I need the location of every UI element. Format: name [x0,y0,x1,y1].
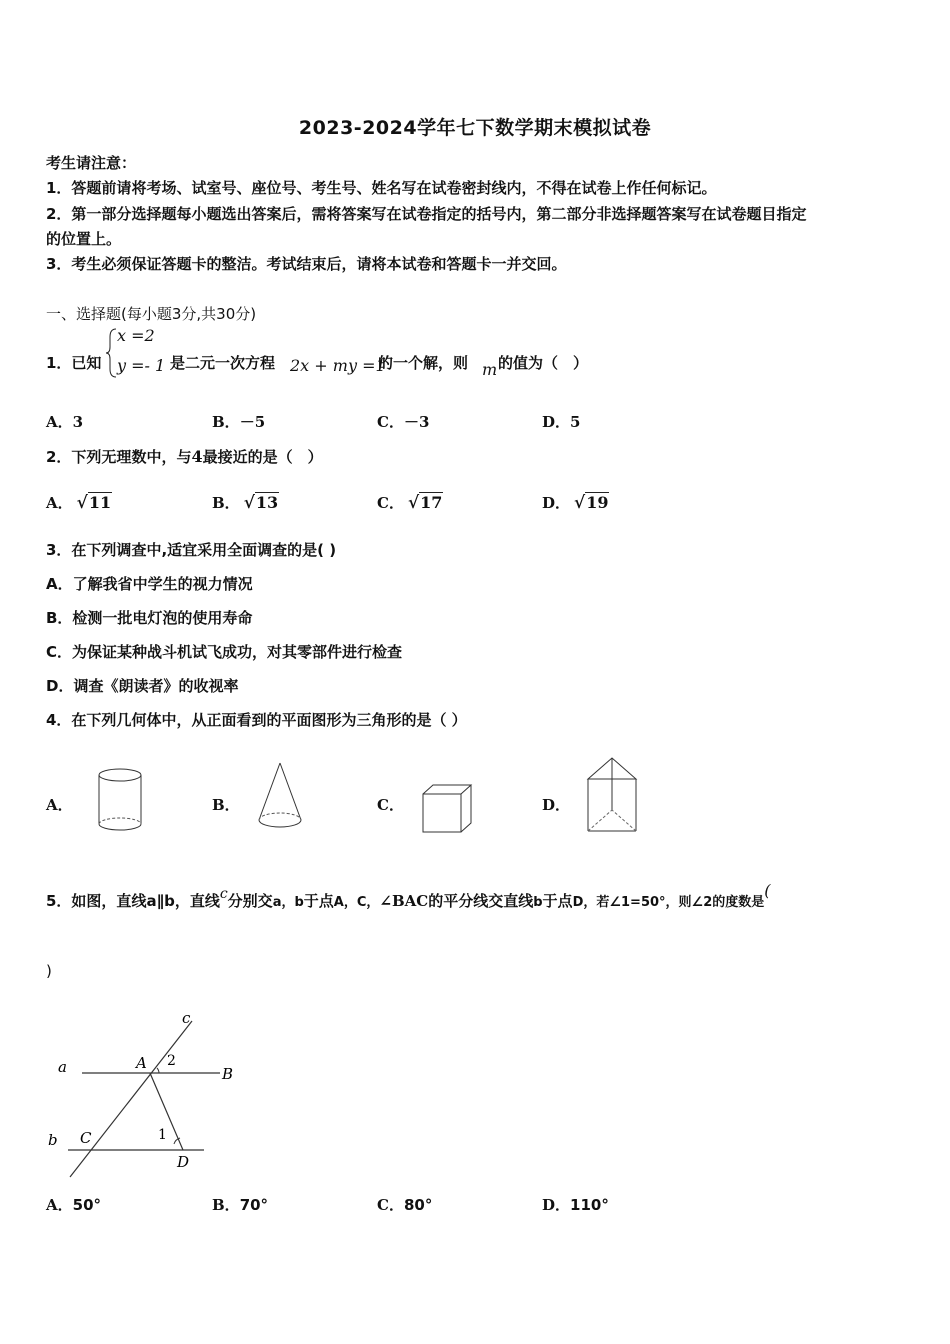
q4-label-b[interactable]: B． [212,796,240,814]
page-title: 2023-2024学年七下数学期末模拟试卷 [298,117,652,139]
q2-stem: 2．下列无理数中，与4最接近的是（ ） [46,447,323,466]
q5-option-c[interactable]: C．80° [377,1196,433,1214]
cube-figure[interactable] [420,782,474,836]
q4-label-d[interactable]: D． [542,796,571,814]
fig-label-c: c [182,1009,191,1027]
notice-item-1: 1．答题前请将考场、试室号、座位号、考生号、姓名写在试卷密封线内，不得在试卷上作任何标记。 [46,179,717,197]
q5-stem: 5．如图，直线a∥b，直线c分别交a，b于点A，C，∠BAC的平分线交直线b于点D，若∠1=50°，则∠2的度数是( [46,881,771,910]
q1-system-eq2: y =- 1 [117,356,166,375]
fig-label-b: b [48,1131,58,1149]
q3-option-a[interactable]: A．了解我省中学生的视力情况 [46,575,253,593]
q1-option-d[interactable]: D．5 [542,413,581,431]
q5-figure [40,1005,250,1180]
q4-label-a[interactable]: A． [46,796,73,814]
q3-option-b[interactable]: B．检测一批电灯泡的使用寿命 [46,609,253,627]
cylinder-figure[interactable] [94,764,148,836]
q1-mid-text: 是二元一次方程 [170,354,276,372]
q2-option-d[interactable]: D． √19 [542,493,609,513]
fig-label-angle-1: 1 [158,1127,167,1143]
q5-option-b[interactable]: B．70° [212,1196,269,1214]
q2-option-c[interactable]: C． √17 [377,493,443,513]
q4-label-c[interactable]: C． [377,796,404,814]
q3-stem: 3．在下列调查中,适宜采用全面调查的是( ) [46,541,337,559]
q3-option-d[interactable]: D．调查《朗读者》的收视率 [46,677,239,695]
fig-label-C: C [80,1129,92,1147]
q2-option-a[interactable]: A． √11 [46,493,112,513]
cone-figure[interactable] [255,760,305,836]
q1-tail-text: 的一个解，则 [378,354,469,372]
fig-label-B: B [222,1065,234,1083]
notice-item-2-cont: 的位置上。 [46,230,122,248]
q2-option-b[interactable]: B． √13 [212,493,279,513]
section-heading: 一、选择题(每小题3分,共30分) [46,305,257,323]
q4-stem: 4．在下列几何体中，从正面看到的平面图形为三角形的是（ ） [46,711,467,729]
q5-close-paren: ) [46,962,52,980]
q1-option-b[interactable]: B．－5 [212,413,266,431]
q1-equation: 2x + my =1 [290,356,386,375]
q1-option-a[interactable]: A．3 [46,413,84,431]
fig-label-angle-2: 2 [167,1053,176,1069]
q5-option-a[interactable]: A．50° [46,1196,102,1214]
q1-variable: m [482,360,498,379]
q5-option-d[interactable]: D．110° [542,1196,609,1214]
triangular-prism-figure[interactable] [585,755,641,835]
q1-end-text: 的值为（ ） [498,354,589,372]
notice-item-3: 3．考生必须保证答题卡的整洁。考试结束后，请将本试卷和答题卡一并交回。 [46,255,567,273]
fig-label-a: a [58,1058,67,1076]
notice-item-2: 2．第一部分选择题每小题选出答案后，需将答案写在试卷指定的括号内，第二部分非选择题答案写在试卷题目指定 [46,205,807,223]
q1-prefix: 1．已知 [46,354,102,372]
q1-option-c[interactable]: C．－3 [377,413,430,431]
q3-option-c[interactable]: C．为保证某种战斗机试飞成功，对其零部件进行检查 [46,643,403,661]
fig-label-D: D [177,1153,190,1171]
q1-system-eq1: x =2 [117,326,155,345]
fig-label-A: A [136,1054,147,1072]
notice-heading: 考生请注意： [46,154,137,172]
